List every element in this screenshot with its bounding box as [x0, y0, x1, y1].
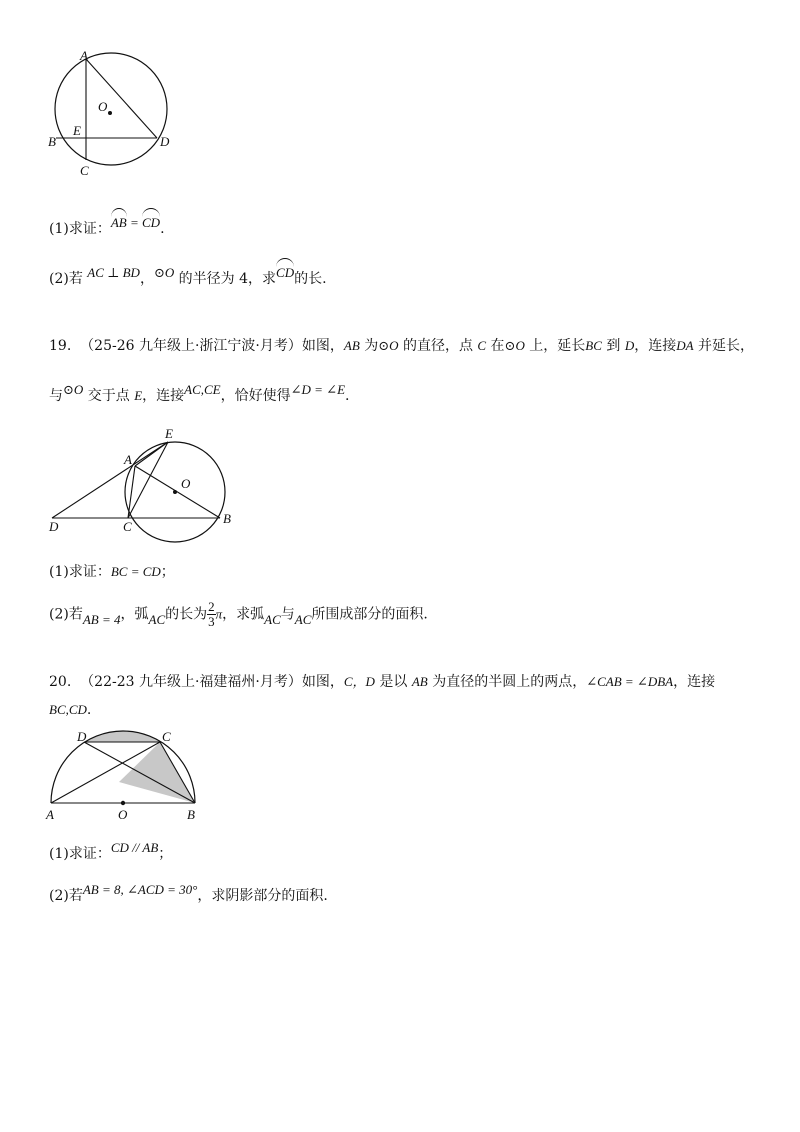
q20-label-o: O [118, 807, 128, 822]
arc-cd: CD [142, 210, 160, 233]
q18-part1: (1)求证：AB = CD. [49, 216, 165, 239]
q19-label-b: B [223, 511, 231, 526]
q20-label-d: D [77, 729, 87, 744]
arc-ab: AB [111, 210, 127, 233]
q19-label-c: C [123, 519, 132, 534]
question-number: 20. [49, 674, 72, 690]
question-source: （25-26 九年级上·浙江宁波·月考） [80, 338, 302, 354]
fraction: $\frac{2}{3}$ [208, 599, 215, 629]
q18-label-d: D [160, 134, 170, 149]
q19-part2: (2)若AB = 4，弧AC的长为 $\frac{2}{3}$ π，求弧AC与AC所围成部分的面积. [49, 599, 428, 629]
question-number: 19. [49, 338, 72, 354]
q19-label-d: D [49, 519, 59, 534]
q19-line2: 与⊙O 交于点 E，连接AC,CE，恰好使得∠D = ∠E. [49, 382, 350, 404]
q19-label-a: A [124, 452, 132, 467]
q20-line1: 20. （22-23 九年级上·福建福州·月考）如图，C，D 是以 AB 为直径的半圆上的两点，∠CAB = ∠DBA，连接 [49, 674, 716, 690]
q19-figure [40, 420, 240, 545]
q18-label-a: A [80, 48, 88, 63]
q18-part2: (2)若 AC ⊥ BD，⊙O 的半径为 4，求CD的长. [49, 266, 327, 289]
q20-label-c: C [162, 729, 171, 744]
q18-label-c: C [80, 163, 89, 178]
q19-label-o: O [181, 476, 191, 491]
q19-part1: (1)求证：BC = CD； [49, 564, 175, 580]
q20-line2: BC,CD. [49, 702, 92, 718]
q19-line1: 19. （25-26 九年级上·浙江宁波·月考）如图，AB 为⊙O 的直径，点 C 在⊙O 上，延长BC 到 D，连接DA 并延长， [49, 338, 754, 354]
q20-figure [40, 726, 215, 826]
q18-figure [40, 48, 190, 183]
q20-part1: (1)求证：CD // AB； [49, 840, 173, 862]
q19-label-e: E [165, 426, 173, 441]
q18-label-e: E [73, 123, 81, 138]
q20-label-b: B [187, 807, 195, 822]
question-source: （22-23 九年级上·福建福州·月考） [80, 674, 302, 690]
q20-part2: (2)若AB = 8, ∠ACD = 30°，求阴影部分的面积. [49, 882, 328, 904]
q18-label-b: B [48, 134, 56, 149]
q20-label-a: A [46, 807, 54, 822]
q18-label-o: O [98, 99, 108, 114]
